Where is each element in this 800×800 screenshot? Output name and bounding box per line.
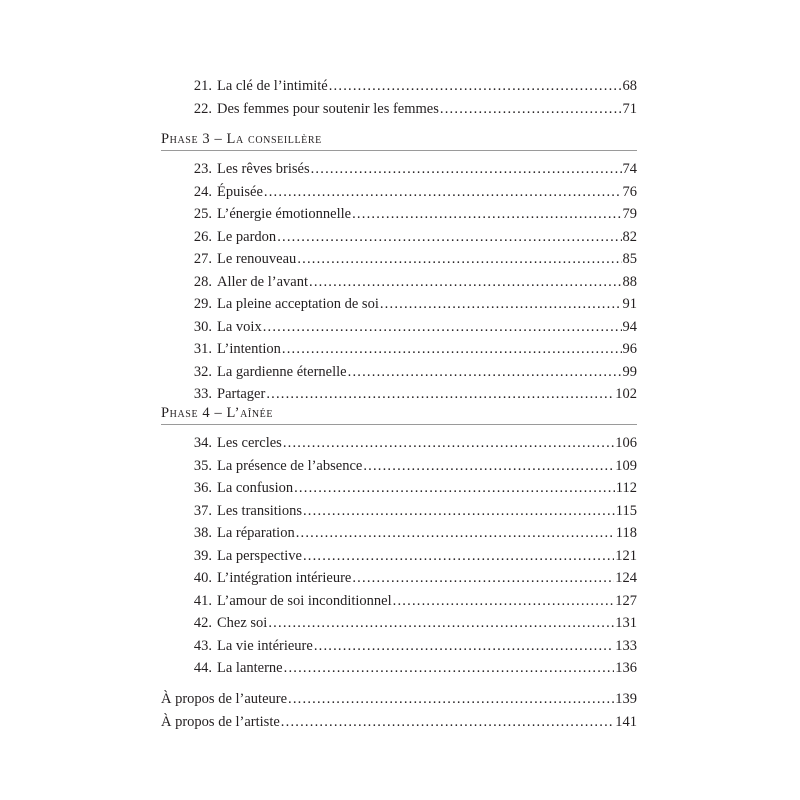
dot-leader	[380, 293, 622, 316]
dot-leader	[303, 500, 615, 523]
toc-entry-title: Le pardon	[217, 228, 277, 245]
dot-leader	[329, 75, 622, 98]
toc-entry-title: Les cercles	[217, 435, 282, 451]
toc-entry-title: L’intention	[217, 341, 281, 357]
toc-entry[interactable]	[161, 545, 637, 568]
dot-leader	[294, 477, 615, 500]
toc-entry[interactable]	[161, 635, 637, 658]
toc-entry-title: La perspective	[217, 547, 302, 564]
toc-entry[interactable]	[161, 293, 637, 316]
toc-entry-page-number: 112	[615, 480, 637, 496]
dot-leader	[303, 545, 614, 568]
toc-entry-title: À propos de l’artiste	[161, 713, 280, 730]
toc-entry-number: 35.	[193, 457, 212, 474]
toc-entry-page-number: 136	[615, 660, 637, 676]
toc-entry[interactable]	[161, 657, 637, 680]
toc-entry-number: 29.	[193, 296, 212, 312]
toc-entry-page-number: 74	[622, 161, 637, 177]
toc-entry-number: 36.	[193, 480, 212, 496]
toc-entry[interactable]	[161, 271, 637, 294]
toc-entry-title: L’énergie émotionnelle	[217, 206, 352, 222]
toc-entry[interactable]	[161, 338, 637, 361]
toc-entry-title: Les rêves brisés	[217, 161, 310, 177]
toc-entry-page-number: 109	[615, 457, 637, 474]
toc-entry-title: Des femmes pour soutenir les femmes	[217, 100, 439, 117]
toc-entry[interactable]	[161, 158, 637, 181]
toc-entry-number: 33.	[193, 386, 212, 402]
toc-entry-number: 22.	[193, 100, 212, 117]
toc-entry-page-number: 121	[615, 547, 637, 564]
toc-entry[interactable]	[161, 181, 637, 204]
toc-entry[interactable]	[161, 688, 637, 711]
toc-entry[interactable]	[161, 316, 637, 339]
toc-entry-number: 25.	[193, 206, 212, 222]
toc-entry-number: 39.	[193, 547, 212, 564]
toc-entry-title: Partager	[217, 386, 266, 402]
toc-section-phase-3	[161, 158, 637, 406]
toc-entry-page-number: 106	[615, 435, 637, 451]
toc-entry-page-number: 133	[615, 637, 637, 654]
toc-entry[interactable]	[161, 567, 637, 590]
toc-entry-page-number: 79	[622, 206, 637, 222]
dot-leader	[284, 657, 615, 680]
toc-entry-title: Épuisée	[217, 183, 263, 200]
toc-section-phase-4	[161, 432, 637, 680]
toc-entry[interactable]	[161, 455, 637, 478]
toc-entry-page-number: 139	[615, 691, 637, 707]
toc-entry[interactable]	[161, 361, 637, 384]
dot-leader	[288, 688, 614, 711]
dot-leader	[283, 432, 614, 455]
toc-entry-number: 43.	[193, 637, 212, 654]
toc-entry-number: 34.	[193, 435, 212, 451]
toc-entry-page-number: 102	[615, 386, 637, 402]
toc-entry-page-number: 115	[615, 502, 637, 519]
toc-entry-number: 42.	[193, 615, 212, 631]
toc-entry-number: 26.	[193, 228, 212, 245]
toc-entry-number: 31.	[193, 341, 212, 357]
dot-leader	[352, 567, 614, 590]
dot-leader	[309, 271, 622, 294]
toc-section-back-matter	[161, 688, 637, 733]
toc-entry-title: Les transitions	[217, 502, 302, 519]
toc-entry-title: Aller de l’avant	[217, 273, 308, 290]
toc-entry-page-number: 76	[622, 183, 637, 200]
toc-entry[interactable]	[161, 432, 637, 455]
toc-entry[interactable]	[161, 522, 637, 545]
toc-entry-title: La voix	[217, 318, 262, 335]
toc-entry-title: L’amour de soi inconditionnel	[217, 592, 392, 609]
toc-entry-number: 32.	[193, 363, 212, 380]
toc-entry-page-number: 99	[622, 363, 637, 380]
toc-entry-page-number: 127	[615, 592, 637, 609]
toc-entry[interactable]	[161, 226, 637, 249]
toc-entry-title: La confusion	[217, 480, 294, 496]
toc-entry-title: À propos de l’auteure	[161, 691, 288, 707]
dot-leader	[264, 181, 622, 204]
toc-entry-page-number: 141	[615, 713, 637, 730]
dot-leader	[296, 522, 615, 545]
toc-entry[interactable]	[161, 477, 637, 500]
toc-entry-title: La gardienne éternelle	[217, 363, 347, 380]
toc-entry-page-number: 91	[622, 296, 637, 312]
toc-entry-number: 23.	[193, 161, 212, 177]
toc-entry-title: La lanterne	[217, 660, 283, 676]
toc-entry[interactable]	[161, 203, 637, 226]
dot-leader	[311, 158, 622, 181]
toc-entry-page-number: 94	[622, 318, 637, 335]
toc-entry-number: 24.	[193, 183, 212, 200]
toc-entry[interactable]	[161, 711, 637, 734]
phase-3-heading: Phase 3 – La conseillère	[161, 128, 637, 151]
toc-entry-number: 28.	[193, 273, 212, 290]
toc-entry-page-number: 88	[622, 273, 637, 290]
toc-entry-page-number: 118	[615, 525, 637, 541]
toc-entry[interactable]	[161, 248, 637, 271]
toc-entry-page-number: 96	[622, 341, 637, 357]
toc-entry-title: La présence de l’absence	[217, 457, 363, 474]
toc-entry-title: Le renouveau	[217, 251, 297, 267]
dot-leader	[352, 203, 621, 226]
dot-leader	[263, 316, 622, 339]
dot-leader	[281, 711, 614, 734]
toc-entry-page-number: 131	[615, 615, 637, 631]
toc-entry-page-number: 82	[622, 228, 637, 245]
toc-entry-number: 38.	[193, 525, 212, 541]
toc-entry-title: Chez soi	[217, 615, 268, 631]
toc-entry-title: La pleine acceptation de soi	[217, 296, 379, 312]
toc-entry-number: 27.	[193, 251, 212, 267]
toc-entry-title: La réparation	[217, 525, 295, 541]
toc-entry[interactable]	[161, 75, 637, 98]
toc-entry-number: 44.	[193, 660, 212, 676]
toc-entry-page-number: 71	[622, 100, 637, 117]
toc-entry-number: 21.	[193, 78, 212, 94]
toc-entry-page-number: 68	[622, 78, 637, 94]
toc-entry-title: La vie intérieure	[217, 637, 313, 654]
toc-entry[interactable]	[161, 500, 637, 523]
dot-leader	[268, 612, 614, 635]
dot-leader	[393, 590, 615, 613]
dot-leader	[277, 226, 621, 249]
dot-leader	[314, 635, 614, 658]
toc-entry-page-number: 124	[615, 570, 637, 586]
toc-entry-page-number: 85	[622, 251, 637, 267]
toc-entry-title: La clé de l’intimité	[217, 78, 328, 94]
toc-entry-number: 30.	[193, 318, 212, 335]
dot-leader	[363, 455, 614, 478]
toc-entry[interactable]	[161, 98, 637, 121]
toc-entry-number: 41.	[193, 592, 212, 609]
toc-entry[interactable]	[161, 612, 637, 635]
toc-section-intro	[161, 75, 637, 120]
dot-leader	[282, 338, 622, 361]
toc-entry[interactable]	[161, 590, 637, 613]
toc-entry-title: L’intégration intérieure	[217, 570, 352, 586]
toc-entry-number: 37.	[193, 502, 212, 519]
toc-entry-number: 40.	[193, 570, 212, 586]
dot-leader	[297, 248, 621, 271]
dot-leader	[440, 98, 622, 121]
dot-leader	[348, 361, 622, 384]
phase-4-heading: Phase 4 – L’aînée	[161, 402, 637, 425]
